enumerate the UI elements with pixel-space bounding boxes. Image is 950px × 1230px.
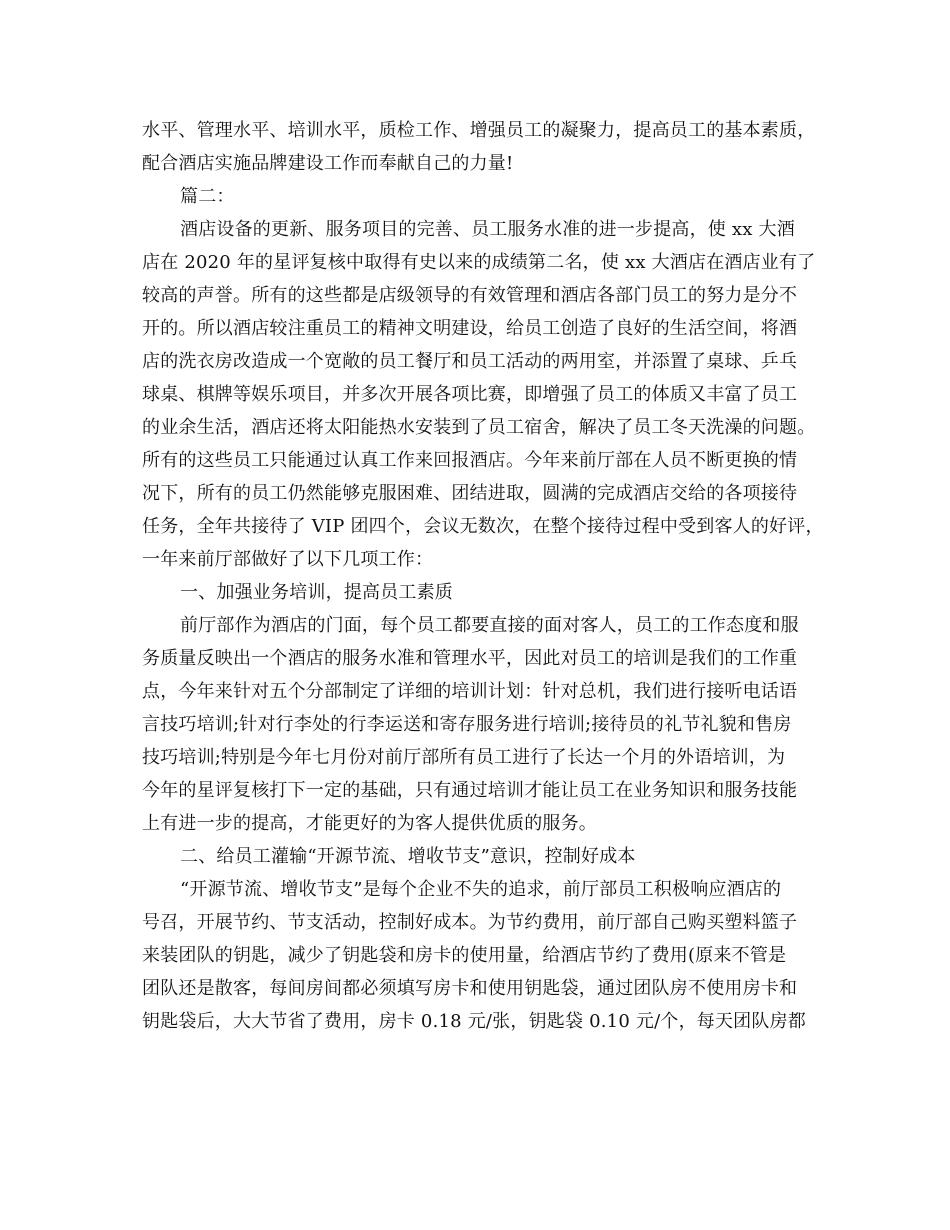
- text-line: 团队还是散客，每间房间都必须填写房卡和使用钥匙袋，通过团队房不使用房卡和: [142, 978, 798, 999]
- text-line: 钥匙袋后，大大节省了费用，房卡 0.18 元/张，钥匙袋 0.10 元/个，每天团队房都: [142, 1011, 806, 1032]
- document-body: [142, 114, 824, 1038]
- text-line: 球桌、棋牌等娱乐项目，并多次开展各项比赛，即增强了员工的体质又丰富了员工: [142, 384, 798, 405]
- text-line: 一、加强业务培训，提高员工素质: [180, 582, 453, 603]
- text-line: 今年的星评复核打下一定的基础，只有通过培训才能让员工在业务知识和服务技能: [142, 780, 798, 801]
- text-line: 号召，开展节约、节支活动，控制好成本。为节约费用，前厅部自己购买塑料篮子: [142, 912, 798, 933]
- text-line: 水平、管理水平、培训水平，质检工作、增强员工的凝聚力，提高员工的基本素质，: [142, 120, 816, 141]
- text-line: 较高的声誉。所有的这些都是店级领导的有效管理和酒店各部门员工的努力是分不: [142, 285, 798, 306]
- text-line: 来装团队的钥匙，减少了钥匙袋和房卡的使用量，给酒店节约了费用(原来不管是: [142, 945, 787, 966]
- text-line: 配合酒店实施品牌建设工作而奉献自己的力量!: [142, 153, 514, 174]
- text-line: 上有进一步的提高，才能更好的为客人提供优质的服务。: [142, 813, 597, 834]
- text-line: 开的。所以酒店较注重员工的精神文明建设，给员工创造了良好的生活空间，将酒: [142, 318, 798, 339]
- text-line: 一年来前厅部做好了以下几项工作：: [142, 549, 434, 570]
- text-line: “开源节流、增收节支”是每个企业不失的追求，前厅部员工积极响应酒店的: [180, 879, 782, 900]
- text-line: 点，今年来针对五个分部制定了详细的培训计划：针对总机，我们进行接听电话语: [142, 681, 798, 702]
- text-line: 店的洗衣房改造成一个宽敞的员工餐厅和员工活动的两用室，并添置了桌球、乒乓: [142, 351, 798, 372]
- text-line: 二、给员工灌输“开源节流、增收节支”意识，控制好成本: [180, 846, 636, 867]
- text-line: 所有的这些员工只能通过认真工作来回报酒店。今年来前厅部在人员不断更换的情: [142, 450, 798, 471]
- text-line: 务质量反映出一个酒店的服务水准和管理水平，因此对员工的培训是我们的工作重: [142, 648, 798, 669]
- text-line: 前厅部作为酒店的门面，每个员工都要直接的面对客人，员工的工作态度和服: [180, 615, 799, 636]
- text-line: 言技巧培训;针对行李处的行李运送和寄存服务进行培训;接待员的礼节礼貌和售房: [142, 714, 792, 735]
- text-line: 技巧培训;特别是今年七月份对前厅部所有员工进行了长达一个月的外语培训，为: [142, 747, 786, 768]
- text-line: 任务，全年共接待了 VIP 团四个，会议无数次，在整个接待过程中受到客人的好评，: [142, 516, 824, 537]
- text-line: 况下，所有的员工仍然能够克服困难、团结进取，圆满的完成酒店交给的各项接待: [142, 483, 798, 504]
- text-line: 店在 2020 年的星评复核中取得有史以来的成绩第二名，使 xx 大酒店在酒店业有了: [142, 252, 816, 273]
- text-line: 的业余生活，酒店还将太阳能热水安装到了员工宿舍，解决了员工冬天洗澡的问题。: [142, 417, 816, 438]
- text-line: 篇二：: [180, 186, 235, 207]
- text-line: 酒店设备的更新、服务项目的完善、员工服务水准的进一步提高，使 xx 大酒: [180, 219, 795, 240]
